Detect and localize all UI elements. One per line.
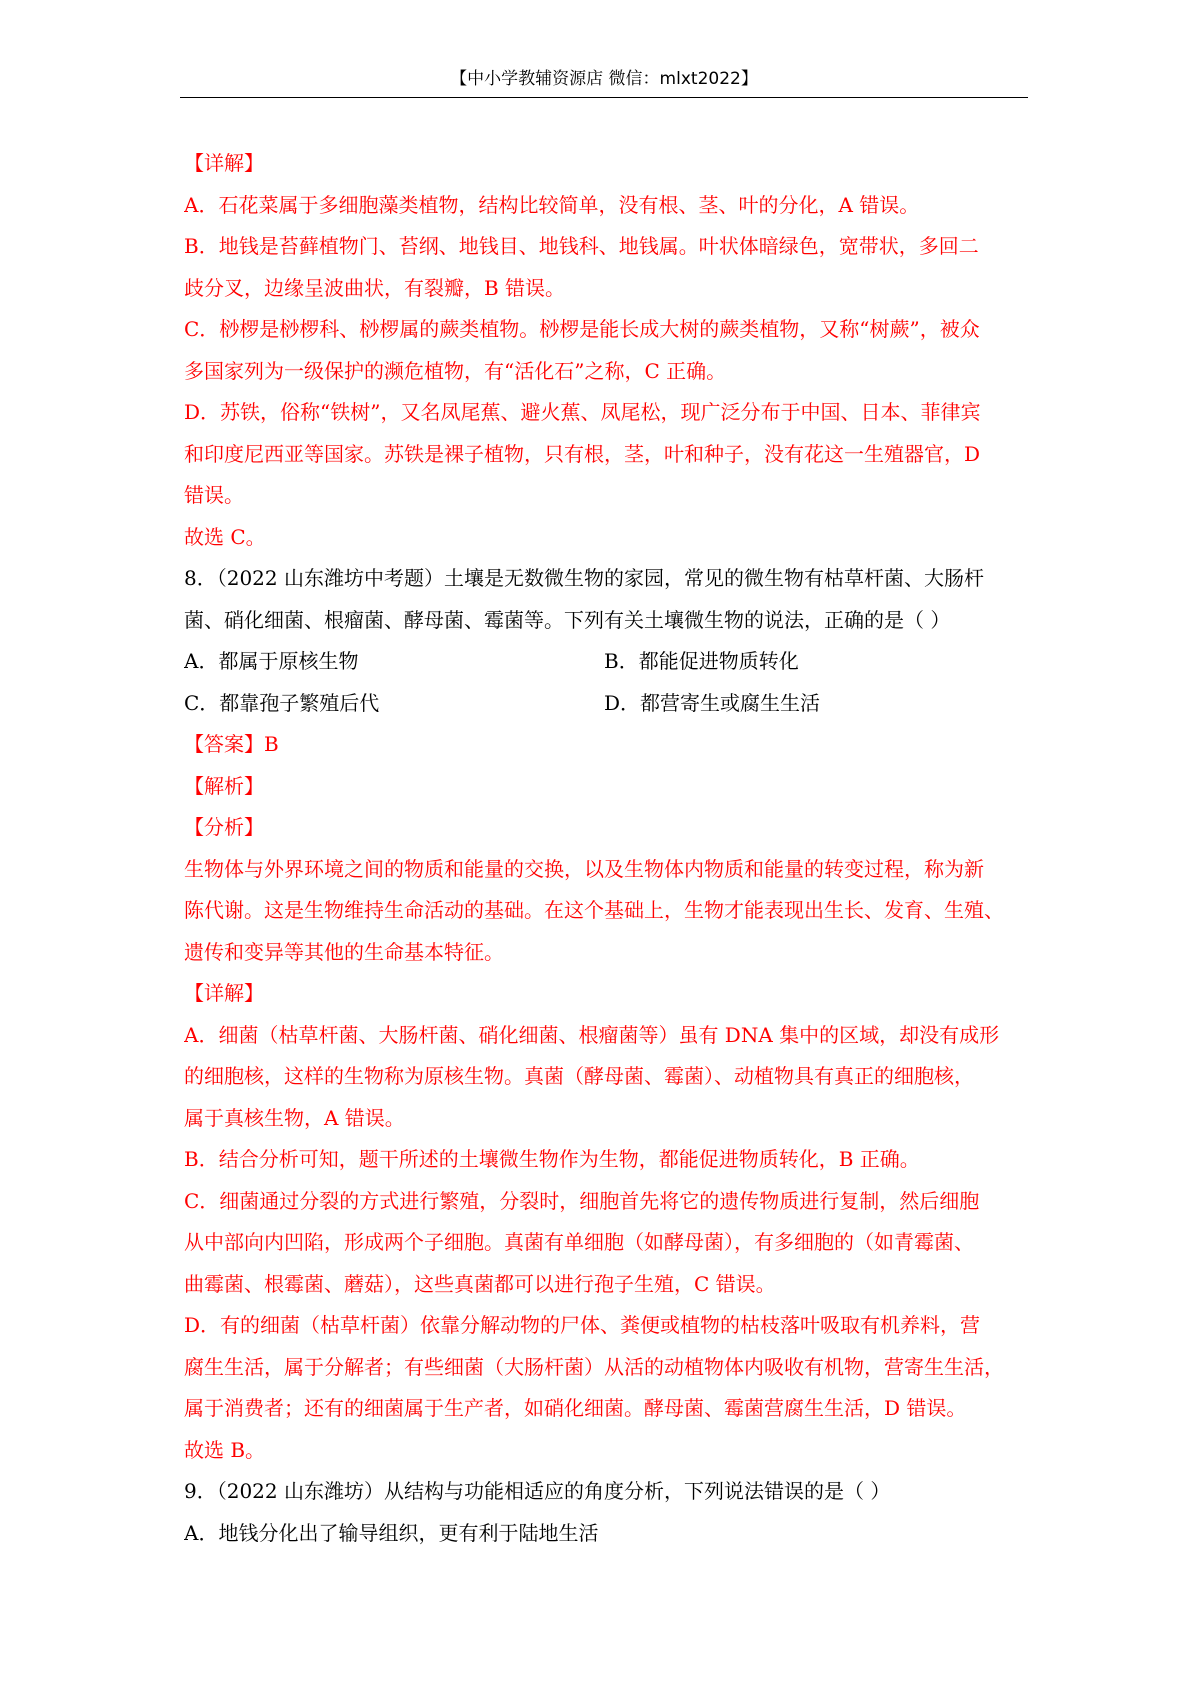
q8-fenxi-heading: 【分析】 (184, 815, 264, 839)
q8-detail-line: 属于真核生物，A 错误。 (184, 1105, 405, 1130)
q8-conclusion: 故选 B。 (184, 1437, 266, 1462)
q7-conclusion: 故选 C。 (184, 524, 266, 549)
header-rule (180, 97, 1028, 98)
q9-option-a: A．地钱分化出了输导组织，更有利于陆地生活 (184, 1520, 599, 1545)
q8-stem-line: 菌、硝化细菌、根瘤菌、酵母菌、霉菌等。下列有关土壤微生物的说法，正确的是（ ） (184, 607, 951, 632)
q8-fenxi-line: 陈代谢。这是生物维持生命活动的基础。在这个基础上，生物才能表现出生长、发育、生殖、 (184, 898, 1004, 922)
q8-section (184, 558, 1026, 1471)
q8-fenxi-line: 生物体与外界环境之间的物质和能量的交换，以及生物体内物质和能量的转变过程，称为新 (184, 856, 984, 881)
q7-detail-line: D．苏铁，俗称“铁树”，又名凤尾蕉、避火蕉、凤尾松，现广泛分布于中国、日本、菲律宾 (184, 400, 981, 424)
q9-stem: 9．（2022 山东潍坊）从结构与功能相适应的角度分析，下列说法错误的是（ ） (184, 1479, 891, 1503)
q8-detail-line: B．结合分析可知，题干所述的土壤微生物作为生物，都能促进物质转化，B 正确。 (184, 1147, 920, 1171)
q8-detail-line: 腐生生活，属于分解者；有些细菌（大肠杆菌）从活的动植物体内吸收有机物，营寄生生活， (184, 1354, 1004, 1379)
q8-option-c: C．都靠孢子繁殖后代 (184, 690, 380, 715)
q7-detail-heading: 【详解】 (184, 151, 264, 175)
q7-detail-line: A．石花菜属于多细胞藻类植物，结构比较简单，没有根、茎、叶的分化，A 错误。 (184, 192, 920, 217)
q7-detail-line: C．桫椤是桫椤科、桫椤属的蕨类植物。桫椤是能长成大树的蕨类植物，又称“树蕨”，被众 (184, 317, 980, 341)
q7-detail-line: 歧分叉，边缘呈波曲状，有裂瓣，B 错误。 (184, 275, 566, 300)
q8-option-d: D．都营寄生或腐生生活 (604, 690, 821, 715)
q8-detail-line: 从中部向内凹陷，形成两个子细胞。真菌有单细胞（如酵母菌），有多细胞的（如青霉菌、 (184, 1230, 974, 1254)
q7-detail-line: B．地钱是苔藓植物门、苔纲、地钱目、地钱科、地钱属。叶状体暗绿色，宽带状，多回二 (184, 234, 979, 258)
q8-option-b: B．都能促进物质转化 (604, 649, 799, 673)
q7-detail-section (184, 143, 1026, 558)
q9-section (184, 1471, 1026, 1554)
q7-detail-line: 多国家列为一级保护的濒危植物，有“活化石”之称，C 正确。 (184, 358, 727, 383)
q8-detail-line: 的细胞核，这样的生物称为原核生物。真菌（酵母菌、霉菌）、动植物具有真正的细胞核， (184, 1064, 974, 1088)
document-body (184, 143, 1026, 1554)
q8-detail-heading: 【详解】 (184, 981, 264, 1005)
q8-answer: 【答案】B (184, 732, 279, 756)
q8-option-a: A．都属于原核生物 (184, 649, 359, 673)
q8-detail-line: 属于消费者；还有的细菌属于生产者，如硝化细菌。酵母菌、霉菌营腐生生活，D 错误。 (184, 1396, 967, 1420)
q8-stem-line: 8．（2022 山东潍坊中考题）土壤是无数微生物的家园，常见的微生物有枯草杆菌、大肠杆 (184, 566, 984, 590)
page-header: 【中小学教辅资源店 微信：mlxt2022】 (450, 69, 758, 89)
q8-detail-line: C．细菌通过分裂的方式进行繁殖，分裂时，细胞首先将它的遗传物质进行复制，然后细胞 (184, 1188, 980, 1213)
q8-options-row-2 (184, 683, 1026, 725)
q7-detail-line: 错误。 (184, 483, 244, 507)
q8-analysis-heading: 【解析】 (184, 773, 264, 798)
q7-detail-line: 和印度尼西亚等国家。苏铁是裸子植物，只有根，茎，叶和种子，没有花这一生殖器官，D (184, 441, 981, 466)
q8-fenxi-line: 遗传和变异等其他的生命基本特征。 (184, 939, 504, 964)
q8-options-row-1 (184, 641, 1026, 683)
q8-detail-line: D．有的细菌（枯草杆菌）依靠分解动物的尸体、粪便或植物的枯枝落叶吸取有机养料，营 (184, 1313, 981, 1337)
q8-detail-line: 曲霉菌、根霉菌、蘑菇），这些真菌都可以进行孢子生殖，C 错误。 (184, 1271, 776, 1296)
q8-detail-line: A．细菌（枯草杆菌、大肠杆菌、硝化细菌、根瘤菌等）虽有 DNA 集中的区域，却没有成形 (184, 1022, 1000, 1047)
